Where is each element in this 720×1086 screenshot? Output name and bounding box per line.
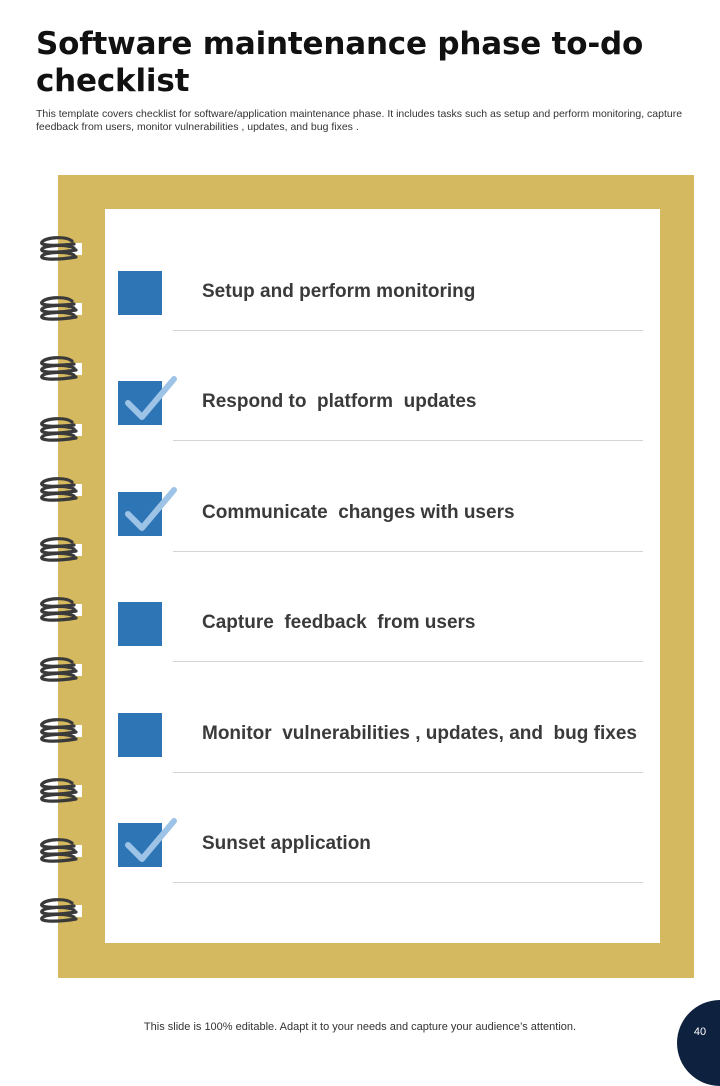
- page-number: 40: [693, 1026, 707, 1038]
- checklist-item[interactable]: [105, 209, 660, 319]
- binding-ring-icon: [36, 477, 84, 503]
- checklist-item-label: Sunset application: [202, 833, 371, 854]
- binding-ring-icon: [36, 296, 84, 322]
- page-title: Software maintenance phase to-do checklist: [36, 26, 644, 99]
- binding-ring-icon: [36, 778, 84, 804]
- checklist-item-label: Monitor vulnerabilities , updates, and bug fixes: [202, 722, 637, 744]
- checklist-item-label: Communicate changes with users: [202, 501, 515, 523]
- checkmark-icon: [124, 815, 178, 865]
- binding-ring-icon: [36, 657, 84, 683]
- checked-checkbox[interactable]: [118, 823, 162, 867]
- checkmark-icon: [124, 484, 178, 534]
- checklist-item-label: Setup and perform monitoring: [202, 281, 476, 302]
- checklist-item[interactable]: [105, 540, 660, 650]
- row-divider: [173, 882, 643, 883]
- unchecked-checkbox[interactable]: [118, 713, 162, 757]
- checklist-item-label: Respond to platform updates: [202, 391, 477, 413]
- checked-checkbox[interactable]: [118, 492, 162, 536]
- unchecked-checkbox[interactable]: [118, 271, 162, 315]
- unchecked-checkbox[interactable]: [118, 602, 162, 646]
- checklist-item[interactable]: [105, 651, 660, 761]
- page-number-badge: [677, 1000, 720, 1086]
- checklist-paper: [105, 209, 660, 943]
- binding-ring-icon: [36, 356, 84, 382]
- checklist-item-label: Capture feedback from users: [202, 612, 476, 634]
- binding-ring-icon: [36, 597, 84, 623]
- binding-ring-icon: [36, 898, 84, 924]
- checked-checkbox[interactable]: [118, 381, 162, 425]
- checklist-item[interactable]: [105, 761, 660, 871]
- checklist-item[interactable]: [105, 319, 660, 429]
- footer-note: This slide is 100% editable. Adapt it to your needs and capture your audience’s attention.: [143, 1021, 577, 1033]
- binding-ring-icon: [36, 537, 84, 563]
- binding-ring-icon: [36, 838, 84, 864]
- binding-ring-icon: [36, 417, 84, 443]
- checklist-item[interactable]: [105, 430, 660, 540]
- page-description: This template covers checklist for software/application maintenance phase. It includes tasks such as setup and perform monitoring, capture feedback from users, monitor vulnerabilities , updates, and bug fixes .: [36, 108, 683, 133]
- checkmark-icon: [124, 373, 178, 423]
- binding-ring-icon: [36, 718, 84, 744]
- binding-ring-icon: [36, 236, 84, 262]
